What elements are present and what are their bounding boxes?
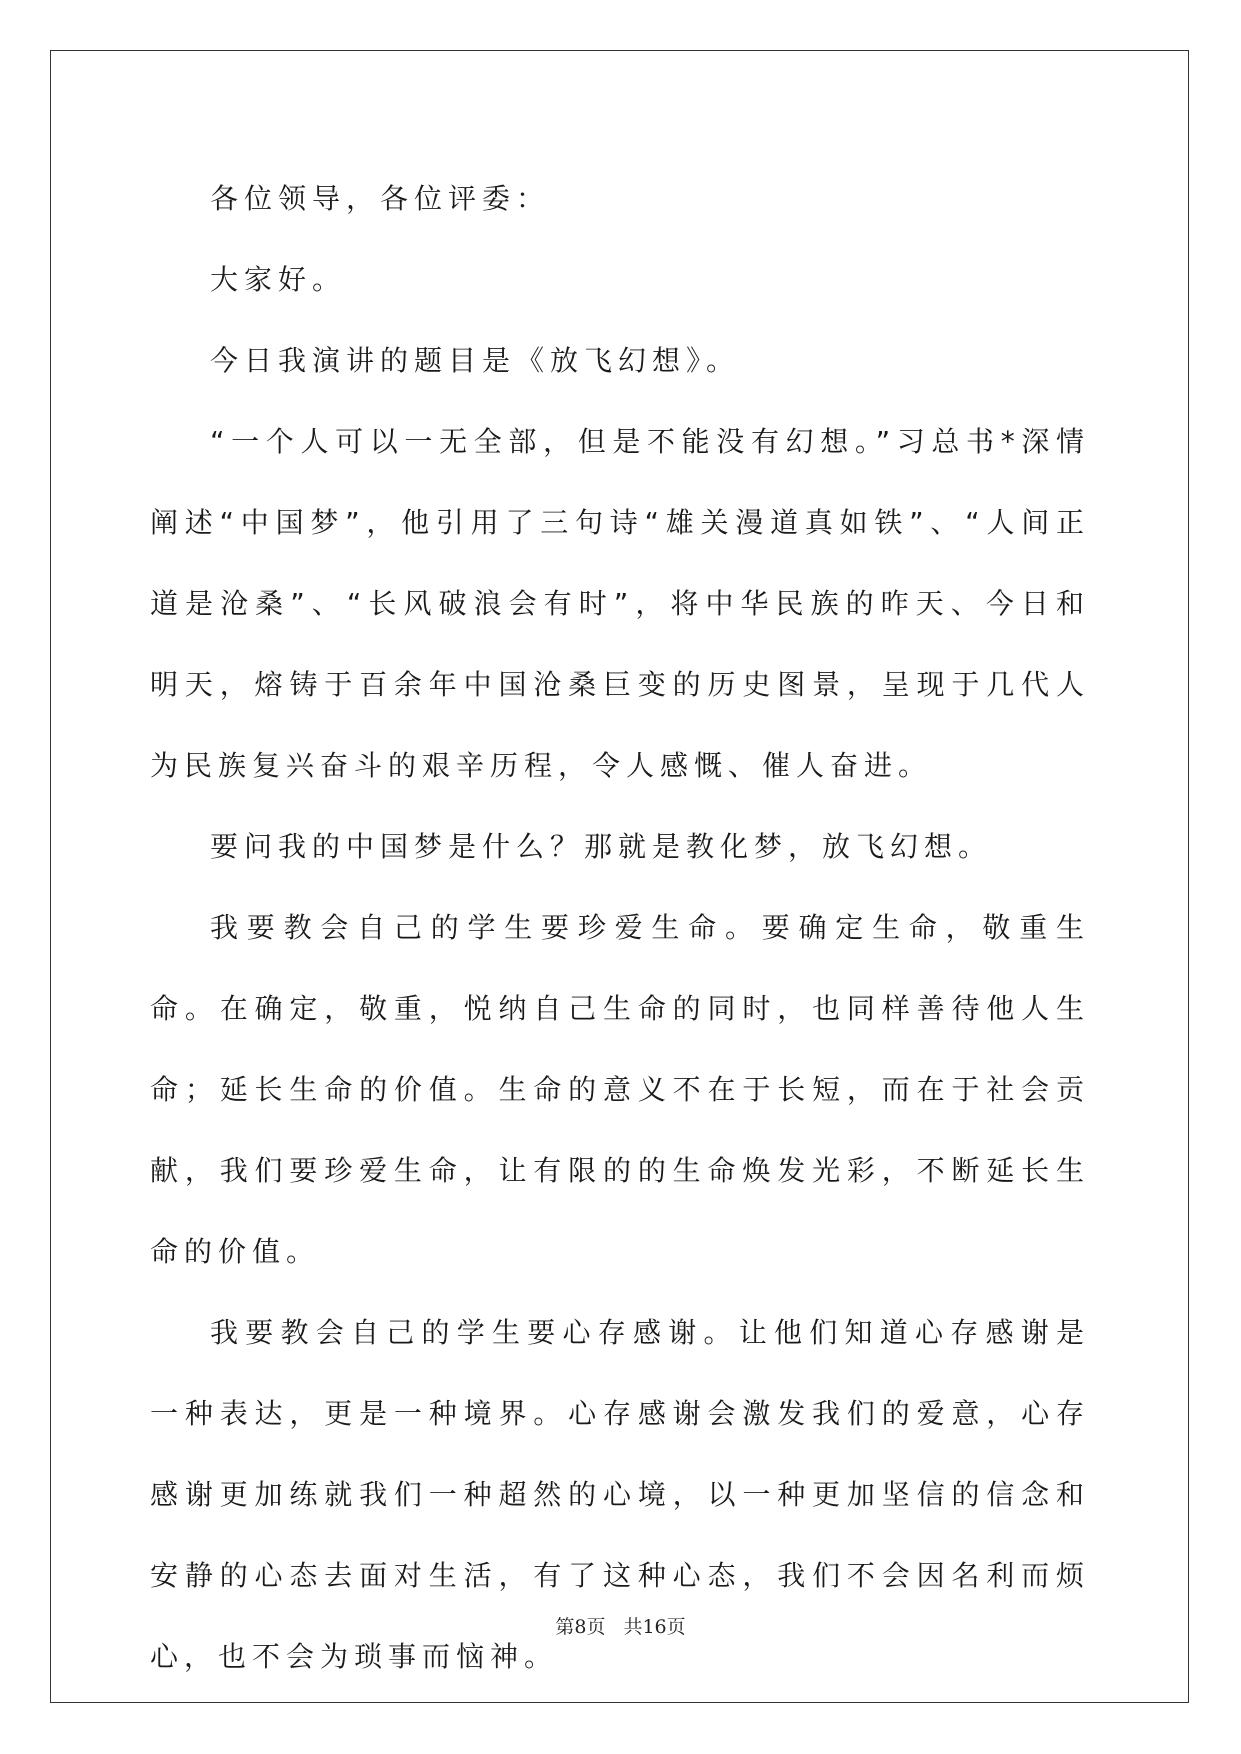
document-body	[150, 158, 1090, 1697]
paragraph-topic: 今日我演讲的题目是《放飞幻想》。	[210, 344, 741, 377]
paragraph-gratitude: 我要教会自己的学生要心存感谢。让他们知道心存感谢是一种表达，更是一种境界。心存感谢会激发我们的爱意，心存感谢更加练就我们一种超然的心境，以一种更加坚信的信念和安静的心态去面对生活，有了这种心态，我们不会因名利而烦心，也不会为琐事而恼神。	[150, 1316, 1090, 1673]
paragraph-education-dream: 要问我的中国梦是什么？那就是教化梦，放飞幻想。	[210, 830, 993, 863]
page-footer	[0, 1612, 1241, 1639]
page-number-current: 第8页	[555, 1616, 606, 1638]
page-number-total: 共16页	[623, 1616, 686, 1638]
paragraph-china-dream: “一个人可以一无全部，但是不能没有幻想。”习总书*深情阐述“中国梦”，他引用了三句诗“雄关漫道真如铁”、“人间正道是沧桑”、“长风破浪会有时”，将中华民族的昨天、今日和明天，熔铸于百余年中国沧桑巨变的历史图景，呈现于几代人为民族复兴奋斗的艰辛历程，令人感慨、催人奋进。	[150, 425, 1090, 782]
paragraph-hello: 大家好。	[210, 263, 347, 296]
paragraph-greeting: 各位领导，各位评委：	[210, 182, 551, 215]
paragraph-cherish-life: 我要教会自己的学生要珍爱生命。要确定生命，敬重生命。在确定，敬重，悦纳自己生命的同时，也同样善待他人生命；延长生命的价值。生命的意义不在于长短，而在于社会贡献，我们要珍爱生命，让有限的的生命焕发光彩，不断延长生命的价值。	[150, 911, 1090, 1268]
